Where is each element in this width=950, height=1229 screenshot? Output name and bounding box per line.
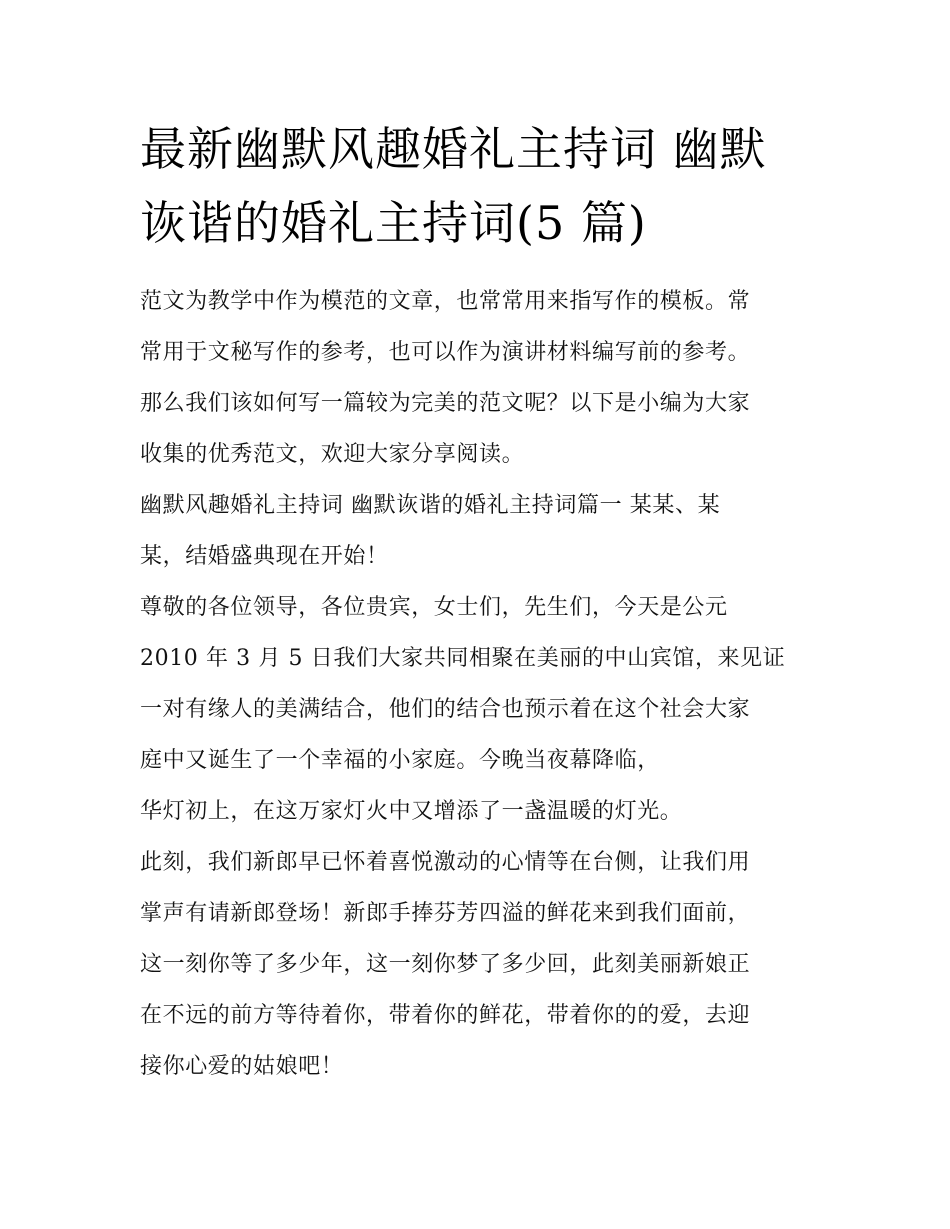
title-line: 最新幽默风趣婚礼主持词 幽默 (140, 122, 767, 176)
body-line: 此刻，我们新郎早已怀着喜悦激动的心情等在台侧，让我们用 (140, 850, 751, 875)
body-line: 华灯初上，在这万家灯火中又增添了一盏温暖的灯光。 (140, 799, 683, 824)
body-line: 一对有缘人的美满结合，他们的结合也预示着在这个社会大家 (140, 697, 751, 722)
document-title (140, 112, 820, 260)
body-line: 掌声有请新郎登场！新郎手捧芬芳四溢的鲜花来到我们面前， (140, 901, 751, 926)
document-body (140, 276, 830, 1092)
body-line: 常用于文秘写作的参考，也可以作为演讲材料编写前的参考。 (140, 340, 751, 365)
body-line: 在不远的前方等待着你，带着你的鲜花，带着你的的爱，去迎 (140, 1003, 751, 1028)
body-line: 接你心爱的姑娘吧！ (140, 1054, 344, 1079)
body-line: 幽默风趣婚礼主持词 幽默诙谐的婚礼主持词篇一 某某、某 (140, 493, 721, 518)
body-line: 2010 年 3 月 5 日我们大家共同相聚在美丽的中山宾馆，来见证 (140, 646, 786, 671)
body-line: 范文为教学中作为模范的文章，也常常用来指写作的模板。常 (140, 289, 751, 314)
title-line: 诙谐的婚礼主持词(5 篇) (140, 196, 647, 250)
body-line: 那么我们该如何写一篇较为完美的范文呢？以下是小编为大家 (140, 391, 751, 416)
body-line: 收集的优秀范文，欢迎大家分享阅读。 (140, 442, 525, 467)
body-line: 这一刻你等了多少年，这一刻你梦了多少回，此刻美丽新娘正 (140, 952, 751, 977)
body-line: 某，结婚盛典现在开始！ (140, 544, 389, 569)
body-line: 尊敬的各位领导，各位贵宾，女士们，先生们，今天是公元 (140, 595, 728, 620)
body-line: 庭中又诞生了一个幸福的小家庭。今晚当夜幕降临， (140, 748, 660, 773)
